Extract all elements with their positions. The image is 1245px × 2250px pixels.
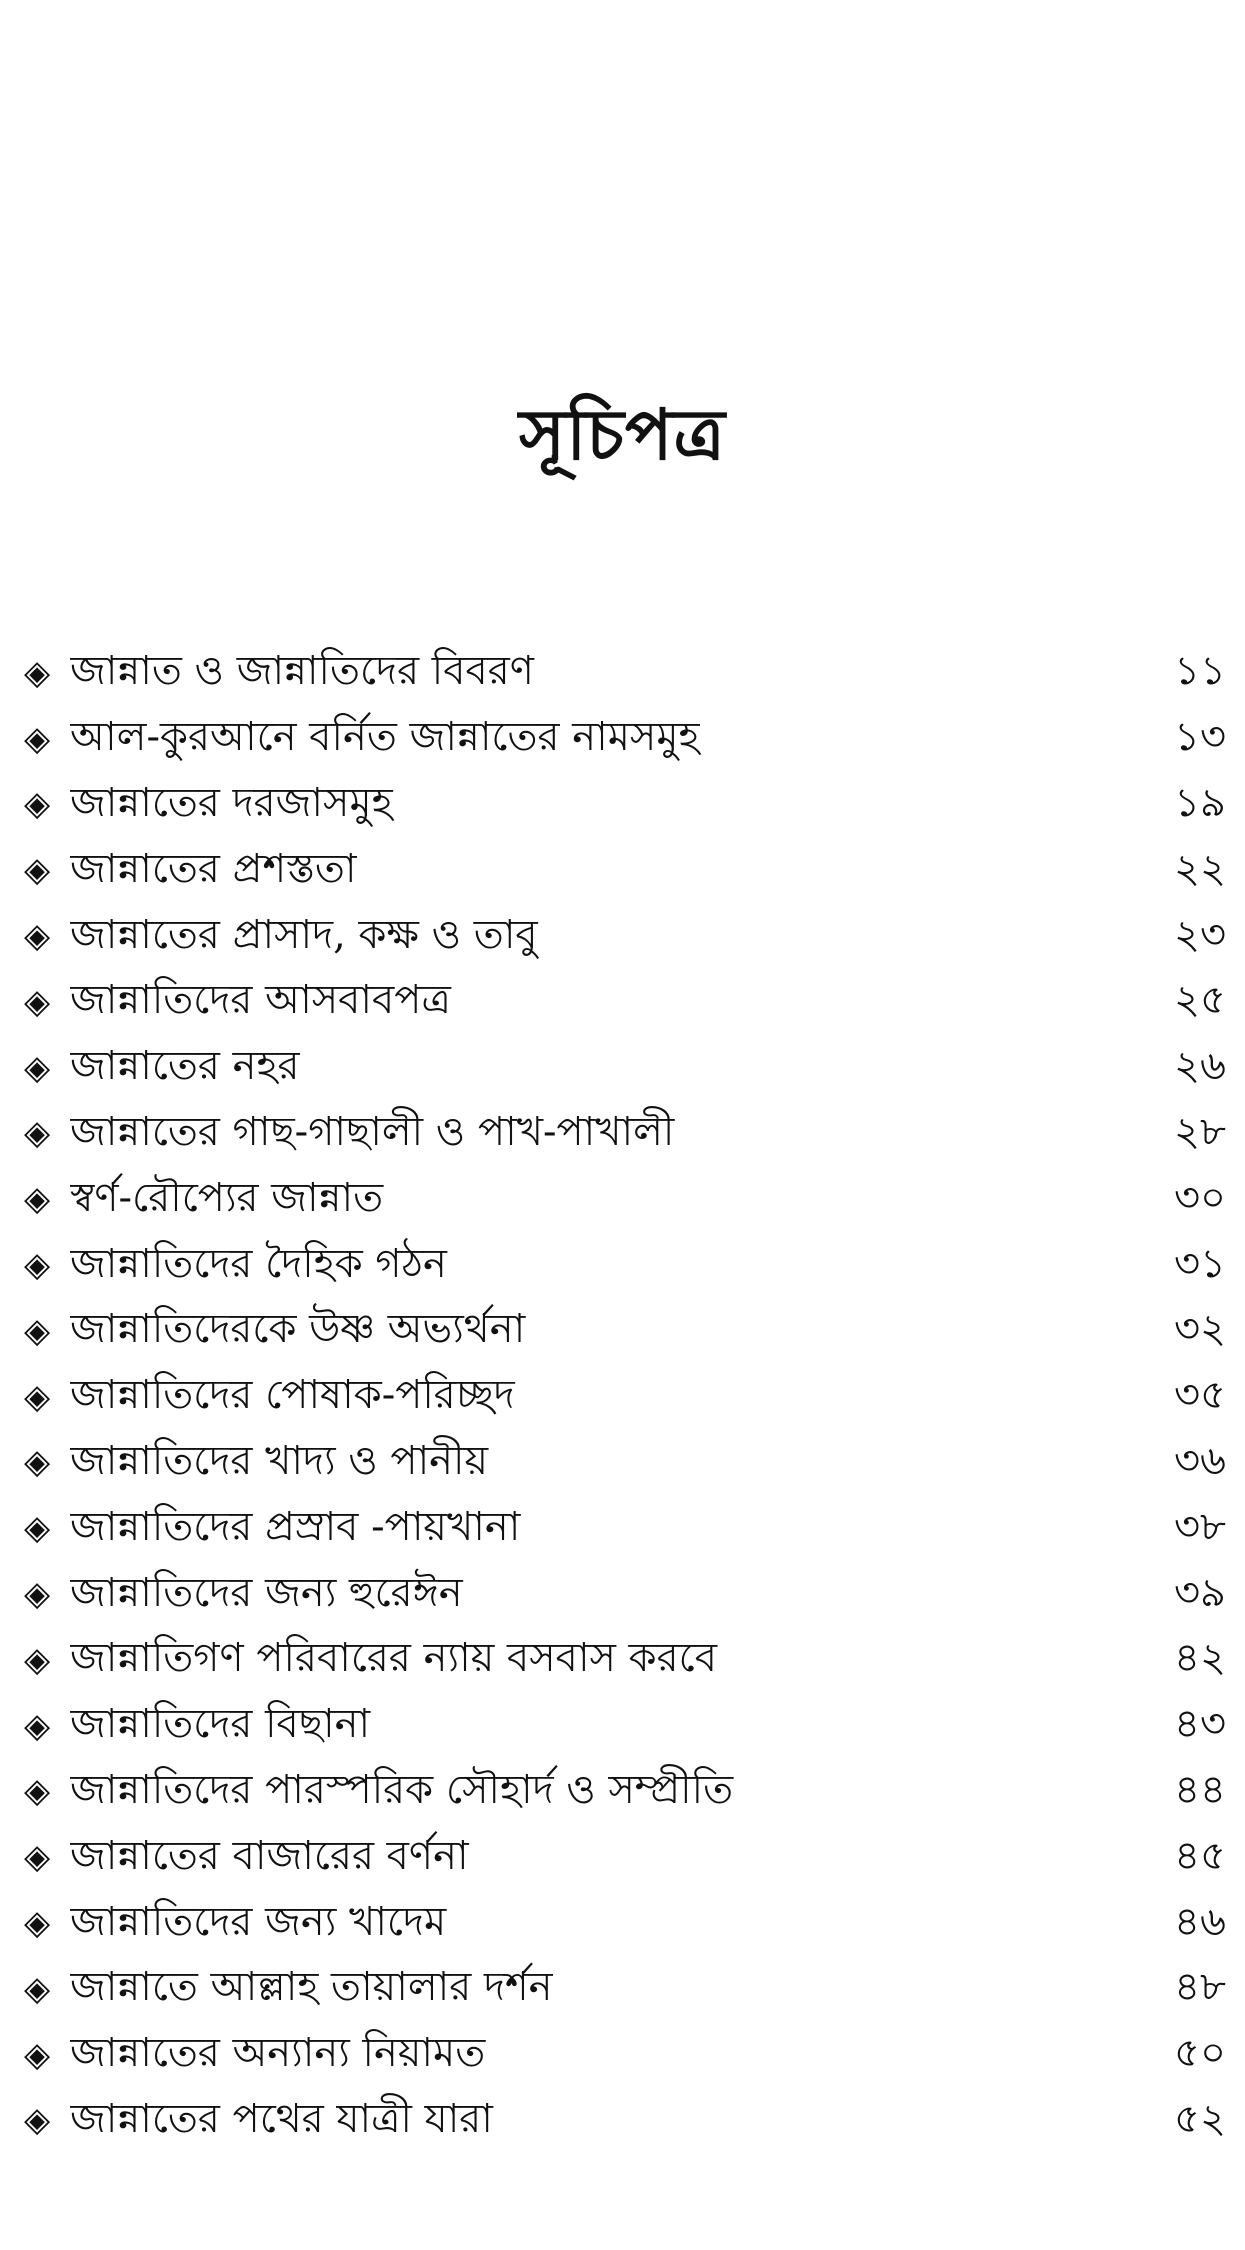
diamond-bullet-icon: ◈	[24, 2034, 51, 2075]
toc-entry	[24, 1561, 1226, 1627]
diamond-bullet-icon: ◈	[24, 1113, 51, 1154]
diamond-bullet-icon: ◈	[24, 652, 51, 693]
toc-entry-title: জান্নাতিদের বিছানা	[70, 1701, 371, 1748]
toc-entry	[24, 1627, 1226, 1693]
toc-entry-page-number: ৩৮	[1174, 1503, 1226, 1550]
toc-entry-page-number: ৩৫	[1174, 1372, 1226, 1419]
toc-entry	[24, 640, 1226, 706]
toc-entry-title: জান্নাতিদের জন্য খাদেম	[70, 1898, 447, 1945]
toc-entry-page-number: ৫২	[1174, 2095, 1226, 2142]
table-of-contents	[24, 640, 1226, 2153]
diamond-bullet-icon: ◈	[24, 1968, 51, 2009]
toc-entry-title: জান্নাতিদের প্রস্রাব -পায়খানা	[70, 1503, 521, 1550]
toc-entry-title: জান্নাতিদের জন্য হুরেঈন	[70, 1569, 463, 1616]
toc-entry-title: জান্নাতের অন্যান্য নিয়ামত	[70, 2030, 486, 2077]
toc-entry	[24, 1890, 1226, 1956]
toc-entry-title: জান্নাতিদের খাদ্য ও পানীয়	[70, 1437, 489, 1484]
toc-entry-page-number: ২৮	[1174, 1108, 1226, 1155]
toc-entry-title: জান্নাতিদের পারস্পরিক সৌহার্দ ও সম্প্রীতি	[70, 1766, 734, 1813]
toc-entry-title: জান্নাতের গাছ-গাছালী ও পাখ-পাখালী	[70, 1108, 675, 1155]
toc-entry-title: জান্নাতিদের আসবাবপত্র	[70, 977, 451, 1024]
diamond-bullet-icon: ◈	[24, 2100, 51, 2141]
diamond-bullet-icon: ◈	[24, 1903, 51, 1944]
diamond-bullet-icon: ◈	[24, 1508, 51, 1549]
toc-entry	[24, 1035, 1226, 1101]
toc-entry	[24, 1364, 1226, 1430]
toc-entry-page-number: ২৬	[1173, 1043, 1226, 1090]
toc-entry	[24, 903, 1226, 969]
toc-entry-page-number: ১১	[1174, 648, 1226, 695]
toc-entry	[24, 1101, 1226, 1167]
toc-entry-title: জান্নাতের প্রাসাদ, কক্ষ ও তাবু	[70, 911, 538, 958]
toc-entry-page-number: ৪৮	[1174, 1964, 1226, 2011]
toc-entry	[24, 1495, 1226, 1561]
toc-entry	[24, 1824, 1226, 1890]
diamond-bullet-icon: ◈	[24, 1376, 51, 1417]
toc-entry-page-number: ৪২	[1174, 1635, 1226, 1682]
toc-entry-page-number: ২২	[1173, 845, 1226, 892]
toc-entry-title: জান্নাতিগণ পরিবারের ন্যায় বসবাস করবে	[70, 1635, 718, 1682]
diamond-bullet-icon: ◈	[24, 1442, 51, 1483]
toc-entry-page-number: ৪৫	[1174, 1832, 1226, 1879]
toc-entry-page-number: ৩০	[1173, 1174, 1226, 1221]
toc-entry-title: জান্নাত ও জান্নাতিদের বিবরণ	[70, 648, 534, 695]
toc-entry-title: জান্নাতিদের পোষাক-পরিচ্ছদ	[70, 1372, 515, 1419]
toc-entry	[24, 1298, 1226, 1364]
toc-entry-title: জান্নাতের বাজারের বর্ণনা	[70, 1832, 469, 1879]
diamond-bullet-icon: ◈	[24, 784, 51, 825]
diamond-bullet-icon: ◈	[24, 1837, 51, 1878]
diamond-bullet-icon: ◈	[24, 1310, 51, 1351]
toc-entry-title: জান্নাতিদেরকে উষ্ণ অভ্যর্থনা	[70, 1306, 526, 1353]
toc-entry-page-number: ৩১	[1174, 1240, 1226, 1287]
toc-entry	[24, 837, 1226, 903]
toc-entry-title: জান্নাতিদের দৈহিক গঠন	[70, 1240, 447, 1287]
diamond-bullet-icon: ◈	[24, 1771, 51, 1812]
toc-entry-title: জান্নাতের নহর	[70, 1043, 300, 1090]
toc-entry	[24, 1759, 1226, 1825]
toc-entry	[24, 1956, 1226, 2022]
toc-entry-title: আল-কুরআনে বর্নিত জান্নাতের নামসমুহ	[70, 714, 700, 761]
diamond-bullet-icon: ◈	[24, 850, 51, 891]
diamond-bullet-icon: ◈	[24, 1639, 51, 1680]
toc-entry-page-number: ৩৯	[1174, 1569, 1226, 1616]
diamond-bullet-icon: ◈	[24, 1179, 51, 1220]
toc-entry-page-number: ৪৬	[1174, 1898, 1226, 1945]
diamond-bullet-icon: ◈	[24, 718, 51, 759]
toc-entry	[24, 1693, 1226, 1759]
toc-entry-title: জান্নাতে আল্লাহ তায়ালার দর্শন	[70, 1964, 553, 2011]
toc-entry-page-number: ৫০	[1174, 2030, 1226, 2077]
diamond-bullet-icon: ◈	[24, 981, 51, 1022]
diamond-bullet-icon: ◈	[24, 1047, 51, 1088]
toc-entry-page-number: ৩৬	[1173, 1437, 1226, 1484]
toc-entry-page-number: ১৯	[1174, 780, 1226, 826]
toc-entry	[24, 1430, 1226, 1496]
toc-entry-page-number: ৩২	[1173, 1306, 1226, 1353]
toc-entry	[24, 1232, 1226, 1298]
toc-entry	[24, 2088, 1226, 2154]
toc-entry-page-number: ৪৪	[1174, 1766, 1226, 1813]
diamond-bullet-icon: ◈	[24, 1574, 51, 1615]
toc-entry-page-number: ২৫	[1174, 977, 1226, 1024]
toc-entry	[24, 706, 1226, 772]
toc-entry	[24, 772, 1226, 838]
toc-entry	[24, 2022, 1226, 2088]
toc-entry	[24, 969, 1226, 1035]
toc-entry-title: জান্নাতের প্রশস্ততা	[70, 845, 357, 892]
toc-entry	[24, 1166, 1226, 1232]
diamond-bullet-icon: ◈	[24, 1245, 51, 1286]
toc-entry-page-number: ১৩	[1174, 714, 1226, 761]
toc-entry-title: স্বর্ণ-রৌপ্যের জান্নাত	[70, 1174, 384, 1221]
toc-entry-title: জান্নাতের পথের যাত্রী যারা	[70, 2095, 493, 2142]
page-title: সূচিপত্র	[519, 393, 726, 476]
toc-entry-page-number: ৪৩	[1174, 1701, 1226, 1748]
diamond-bullet-icon: ◈	[24, 1705, 51, 1746]
diamond-bullet-icon: ◈	[24, 916, 51, 957]
toc-entry-title: জান্নাতের দরজাসমুহ	[70, 780, 393, 826]
toc-entry-page-number: ২৩	[1173, 911, 1226, 958]
